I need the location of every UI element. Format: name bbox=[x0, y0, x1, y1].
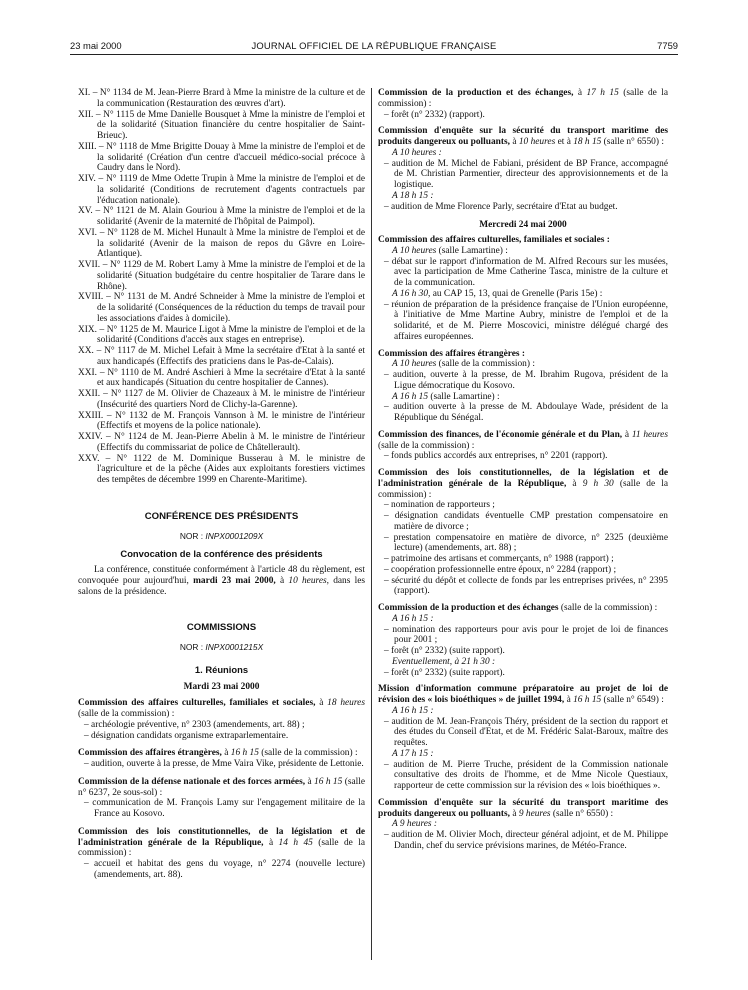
commission-connector: à bbox=[564, 695, 574, 705]
commission-block bbox=[78, 698, 365, 741]
question-entry bbox=[78, 228, 365, 260]
commission-time: 14 h 45 bbox=[278, 837, 313, 848]
agenda-item: – forêt (n° 2332) (suite rapport). bbox=[384, 646, 505, 656]
left-column bbox=[78, 88, 365, 966]
commission-title bbox=[378, 126, 668, 148]
agenda-item: – communication de M. François Lamy sur l'engagement militaire de la France au Kosovo. bbox=[84, 798, 365, 819]
agenda-item: – audition, ouverte à la presse, de M. Ibrahim Rugova, président de la Ligue démocratique du Kosovo. bbox=[384, 370, 668, 391]
right-column bbox=[378, 88, 668, 966]
commission-title bbox=[378, 603, 668, 614]
question-entry bbox=[78, 292, 365, 324]
commission-time: 9 heures bbox=[518, 808, 551, 819]
commission-location: (salle de la commission) : bbox=[378, 478, 668, 500]
question-number: XII. – bbox=[78, 109, 104, 120]
agenda-item: – forêt (n° 2332) (rapport). bbox=[384, 109, 485, 120]
commissions-heading: COMMISSIONS bbox=[186, 622, 257, 634]
page-header bbox=[70, 40, 678, 56]
question-text: N° 1122 de M. Dominique Busserau à M. le ministre de l'agriculture et de la pêche (Aides aux exploitants forestiers victimes des tempêtes de décembre 1999 en Charente-Maritime). bbox=[97, 453, 365, 485]
commission-name: Commission de la défense nationale et des forces armées, bbox=[78, 776, 306, 787]
question-entry bbox=[78, 454, 365, 486]
question-text: N° 1131 de M. André Schneider à Mme la ministre de l'emploi et de la solidarité (Conséquences de la réduction du temps de travail pour les associations d'aides à domicile). bbox=[97, 292, 365, 324]
commission-connector: à bbox=[566, 478, 583, 489]
time-slot-label: A 16 h 15 : bbox=[392, 613, 434, 624]
agenda-item: – fonds publics accordés aux entreprises, n° 2201 (rapport). bbox=[384, 451, 608, 462]
question-text: N° 1118 de Mme Brigitte Douay à Mme la ministre de l'emploi et de la solidarité (Création d'un centre d'accueil médico-social précoce à Caudry dans le Nord). bbox=[97, 141, 365, 174]
commission-location: (salle de la commission) : bbox=[261, 748, 358, 759]
commission-name: Commission des lois constitutionnelles, de la législation et de l'administration générale de la République, bbox=[378, 468, 668, 489]
agenda-item: – prestation compensatoire en matière de divorce, n° 2325 (deuxième lecture) (amendements, art. 88) ; bbox=[384, 532, 668, 554]
time-slot bbox=[378, 614, 668, 625]
commission-time: 11 heures bbox=[631, 429, 668, 440]
question-text: N° 1110 de M. André Aschieri à Mme la secrétaire d'Etat à la santé et aux handicapés (Situation du centre hospitalier de Cannes). bbox=[97, 367, 365, 389]
question-entry bbox=[78, 389, 365, 411]
question-entry bbox=[78, 88, 365, 110]
conference-nor bbox=[78, 531, 365, 542]
commission-name: Commission des affaires étrangères, bbox=[78, 748, 222, 759]
commission-location-2: (salle n° 6550) : bbox=[603, 137, 664, 147]
commission-block bbox=[78, 748, 365, 770]
commission-name: Commission de la production et des échanges bbox=[378, 603, 559, 613]
tuesday-commissions-continued bbox=[378, 88, 668, 212]
commission-title bbox=[378, 235, 668, 246]
commission-block bbox=[378, 88, 668, 120]
commission-location: (salle n° 6550) : bbox=[552, 808, 614, 819]
time-slot bbox=[378, 191, 668, 202]
question-number: XVII. – bbox=[78, 260, 110, 270]
agenda-item: – forêt (n° 2332) (suite rapport). bbox=[384, 667, 505, 678]
time-slot bbox=[378, 749, 668, 760]
commission-name: Commission des affaires culturelles, familiales et sociales, bbox=[78, 698, 316, 709]
agenda-item: – audition de Mme Florence Parly, secrétaire d'Etat au budget. bbox=[384, 201, 618, 212]
conference-text-1: La conférence, constituée conformément à l'article 48 du règlement, est convoquée pour aujourd'hui, bbox=[78, 565, 365, 586]
commission-location: (salle de la commission) : bbox=[78, 837, 365, 859]
agenda-item: – nomination des rapporteurs pour avis pour le projet de loi de finances pour 2001 ; bbox=[384, 624, 668, 646]
commission-name: Mission d'information commune préparatoire au projet de loi de révision des « lois bioéthiques » de juillet 1994, bbox=[378, 684, 668, 705]
commission-block bbox=[378, 430, 668, 462]
question-number: XIX. – bbox=[78, 324, 107, 335]
agenda-item: – audition, ouverte à la presse, de Mme Vaira Vike, présidente de Lettonie. bbox=[84, 759, 364, 769]
commissions-nor-code: INPX0001215X bbox=[205, 642, 264, 652]
commission-time: 9 h 30 bbox=[582, 478, 614, 489]
commission-connector: à bbox=[510, 137, 519, 147]
question-text: N° 1134 de M. Jean-Pierre Brard à Mme la ministre de la culture et de la communication (Restauration des œuvres d'art). bbox=[97, 88, 365, 109]
question-entry bbox=[78, 110, 365, 142]
commission-block bbox=[378, 126, 668, 212]
question-text: N° 1119 de Mme Odette Trupin à Mme la ministre de l'emploi et de la solidarité (Conditions de recrutement d'agents contractuels par l'éducation nationale). bbox=[97, 174, 365, 206]
wednesday-commissions bbox=[378, 235, 668, 852]
question-number: XXI. – bbox=[78, 367, 108, 378]
conference-nor-label: NOR : bbox=[179, 530, 204, 541]
commission-block bbox=[378, 468, 668, 597]
question-number: XXII. – bbox=[78, 389, 111, 399]
commission-time: 16 h 15 bbox=[573, 695, 602, 705]
day-heading-wednesday: Mercredi 24 mai 2000 bbox=[479, 220, 567, 231]
time-slot-label: A 16 h 15 bbox=[392, 391, 429, 402]
commission-location: et à bbox=[557, 137, 571, 147]
commissions-nor bbox=[78, 642, 365, 653]
question-text: N° 1128 de M. Michel Hunault à Mme la ministre de l'emploi et de la solidarité (Avenir de la maison de repos du Gâvre en Loire-Atlantique). bbox=[97, 227, 365, 260]
time-slot bbox=[378, 359, 668, 370]
column-divider bbox=[371, 88, 372, 960]
commission-location: (salle de la commission) : bbox=[78, 709, 175, 719]
commission-time: 16 h 15 bbox=[230, 748, 259, 759]
commission-location: (salle n° 6549) : bbox=[603, 695, 664, 705]
time-slot-label: A 16 h 15 : bbox=[392, 705, 434, 716]
time-slot bbox=[378, 657, 668, 668]
time-slot-label: A 10 heures bbox=[392, 245, 437, 256]
agenda-item: – sécurité du dépôt et collecte de fonds par les entreprises privées, n° 2395 (rapport). bbox=[384, 575, 668, 597]
question-text: N° 1124 de M. Jean-Pierre Abelin à M. le ministre de l'intérieur (Effectifs du commissariat de police de Châtellerault). bbox=[97, 432, 365, 453]
header-title: JOURNAL OFFICIEL DE LA RÉPUBLIQUE FRANÇAISE bbox=[251, 40, 497, 51]
commission-block bbox=[378, 235, 668, 343]
agenda-item: – désignation candidats éventuelle CMP prestation compensatoire en matière de divorce ; bbox=[384, 511, 668, 532]
question-number: XIV. – bbox=[78, 174, 106, 184]
conference-text-3: dans les salons de la présidence. bbox=[78, 575, 365, 597]
commission-location: (salle de la commission) : bbox=[378, 440, 475, 451]
commission-name: Commission d'enquête sur la sécurité du transport maritime des produits dangereux ou polluants, bbox=[378, 797, 668, 819]
tuesday-commissions bbox=[78, 698, 365, 880]
conference-text-date: mardi 23 mai 2000, bbox=[193, 575, 276, 586]
question-number: XXIV. – bbox=[78, 432, 115, 442]
commission-title bbox=[78, 748, 365, 759]
commission-connector: à bbox=[315, 698, 328, 709]
question-text: N° 1125 de M. Maurice Ligot à Mme la ministre de l'emploi et de la solidarité (Conditions d'accès aux stages en entreprise). bbox=[97, 324, 365, 346]
agenda-item: – désignation candidats organisme extraparlementaire. bbox=[84, 730, 289, 741]
commission-name: Commission des finances, de l'économie générale et du Plan, bbox=[378, 429, 623, 440]
agenda-item: – nomination de rapporteurs ; bbox=[384, 500, 495, 511]
question-entry bbox=[78, 432, 365, 454]
commission-connector: à bbox=[305, 776, 315, 787]
commission-block bbox=[378, 684, 668, 792]
commission-connector: à bbox=[263, 837, 279, 848]
header-page-number: 7759 bbox=[657, 40, 678, 51]
conference-text bbox=[78, 565, 365, 597]
agenda-item: – archéologie préventive, n° 2303 (amendements, art. 88) ; bbox=[84, 719, 305, 730]
commission-name: Commission des affaires étrangères : bbox=[378, 348, 526, 359]
commission-title bbox=[378, 349, 668, 360]
time-slot-label: A 18 h 15 : bbox=[392, 190, 434, 201]
agenda-item: – coopération professionnelle entre époux, n° 2284 (rapport) ; bbox=[384, 564, 617, 575]
commission-connector: à bbox=[510, 808, 519, 819]
question-number: XIII. – bbox=[78, 141, 107, 152]
commission-block bbox=[78, 777, 365, 820]
commission-block bbox=[378, 798, 668, 852]
time-slot bbox=[378, 148, 668, 159]
commission-block bbox=[378, 603, 668, 678]
time-slot bbox=[378, 246, 668, 257]
commission-title bbox=[378, 684, 668, 706]
agenda-item: – audition de M. Michel de Fabiani, président de BP France, accompagné de M. Christian Parmentier, directeur des approvisionnements et de la logistique. bbox=[384, 158, 668, 190]
commission-connector: à bbox=[221, 748, 231, 759]
commission-title bbox=[378, 468, 668, 500]
time-slot-label: Eventuellement, à 21 h 30 : bbox=[392, 656, 496, 667]
header-rule bbox=[70, 54, 678, 55]
time-slot-label: A 10 heures bbox=[392, 359, 437, 370]
day-heading-tuesday: Mardi 23 mai 2000 bbox=[183, 681, 260, 692]
commission-block bbox=[378, 349, 668, 424]
question-number: XX. – bbox=[78, 346, 105, 356]
commission-title bbox=[78, 777, 365, 799]
question-entry bbox=[78, 260, 365, 292]
conference-text-2: à bbox=[280, 575, 285, 586]
commission-title bbox=[378, 798, 668, 820]
conference-nor-code: INPX0001209X bbox=[205, 530, 264, 541]
time-slot-location: (salle de la commission) : bbox=[436, 359, 535, 370]
agenda-item: – audition ouverte à la presse de M. Abdoulaye Wade, président de la République du Sénégal. bbox=[384, 402, 668, 423]
commission-time: 17 h 15 bbox=[586, 88, 619, 98]
commission-name: Commission de la production et des échanges, bbox=[378, 88, 574, 98]
time-slot-label: A 10 heures : bbox=[392, 147, 442, 158]
commission-location: (salle de la commission) : bbox=[378, 88, 668, 109]
commission-time-2: 18 h 15 bbox=[573, 137, 602, 147]
time-slot-location: (salle Lamartine) : bbox=[436, 245, 508, 256]
header-date: 23 mai 2000 bbox=[70, 40, 122, 51]
question-entry bbox=[78, 411, 365, 433]
agenda-item: – audition de M. Pierre Truche, président de la Commission nationale consultative des droits de l'homme, et de Mme Nicole Questiaux, rapporteur de cette commission sur la révision des « lois bioéthiques ». bbox=[384, 759, 668, 791]
question-text: N° 1132 de M. François Vannson à M. le ministre de l'intérieur (Effectifs et moyens de la police nationale). bbox=[97, 410, 365, 432]
question-text: N° 1121 de M. Alain Gouriou à Mme la ministre de l'emploi et de la solidarité (Avenir de la maternité de l'hôpital de Paimpol). bbox=[97, 206, 365, 227]
time-slot-label: A 17 h 15 : bbox=[392, 748, 434, 759]
conference-subheading: Convocation de la conférence des présidents bbox=[120, 548, 323, 560]
commissions-nor-label: NOR : bbox=[179, 642, 204, 652]
commission-time: 18 heures bbox=[327, 698, 365, 709]
agenda-item: – accueil et habitat des gens du voyage, n° 2274 (nouvelle lecture) (amendements, art. 88). bbox=[84, 859, 365, 880]
agenda-item: – débat sur le rapport d'information de M. Alfred Recours sur les musées, avec la participation de Mme Catherine Tasca, ministre de la culture et de la communication. bbox=[384, 256, 668, 288]
commission-location: (salle n° 6237, 2e sous-sol) : bbox=[78, 776, 365, 798]
question-text: N° 1127 de M. Olivier de Chazeaux à M. le ministre de l'intérieur (Insécurité des quartiers Nord de Clichy-la-Garenne). bbox=[97, 389, 365, 410]
time-slot bbox=[378, 819, 668, 830]
question-entry bbox=[78, 142, 365, 174]
time-slot bbox=[378, 706, 668, 717]
commission-connector: à bbox=[573, 88, 587, 98]
time-slot-label: A 16 h 30, bbox=[392, 288, 431, 299]
commission-title bbox=[78, 827, 365, 859]
question-number: XI. – bbox=[78, 88, 100, 98]
commission-time: 16 h 15 bbox=[314, 776, 343, 787]
questions-list bbox=[78, 88, 365, 486]
agenda-item: – réunion de préparation de la présidence française de l'Union européenne, à l'initiative de Mme Martine Aubry, ministre de l'emploi et de la solidarité, et de M. Pierre Moscovici, ministre délégué chargé des affaires européennes. bbox=[384, 299, 668, 342]
time-slot bbox=[378, 289, 668, 300]
question-entry bbox=[78, 368, 365, 390]
agenda-item: – patrimoine des artisans et commerçants, n° 1988 (rapport) ; bbox=[384, 554, 614, 564]
commission-title bbox=[78, 698, 365, 720]
question-number: XXIII. – bbox=[78, 410, 116, 421]
conference-text-time: 10 heures, bbox=[288, 575, 329, 586]
time-slot-label: A 9 heures : bbox=[392, 819, 438, 830]
conference-heading: CONFÉRENCE DES PRÉSIDENTS bbox=[144, 510, 299, 522]
commission-connector: à bbox=[622, 429, 632, 440]
question-entry bbox=[78, 206, 365, 228]
question-number: XXV. – bbox=[78, 453, 117, 464]
question-entry bbox=[78, 325, 365, 347]
question-number: XVI. – bbox=[78, 227, 108, 238]
commission-name: Commission des lois constitutionnelles, de la législation et de l'administration générale de la République, bbox=[78, 826, 365, 848]
agenda-item: – audition de M. Olivier Moch, directeur général adjoint, et de M. Philippe Dandin, chef du service prévisions marines, de Météo-France. bbox=[384, 830, 668, 851]
commission-name: Commission des affaires culturelles, familiales et sociales : bbox=[378, 235, 610, 245]
commission-title bbox=[378, 88, 668, 110]
commission-name: Commission d'enquête sur la sécurité du transport maritime des produits dangereux ou polluants, bbox=[378, 126, 668, 147]
commission-time: 10 heures bbox=[518, 137, 556, 147]
time-slot-location: (salle Lamartine) : bbox=[428, 391, 500, 402]
time-slot bbox=[378, 392, 668, 403]
question-entry bbox=[78, 346, 365, 368]
question-text: N° 1117 de M. Michel Lefait à Mme la secrétaire d'Etat à la santé et aux handicapés (Effectifs des praticiens dans le Pas-de-Calais). bbox=[97, 346, 365, 367]
question-entry bbox=[78, 174, 365, 206]
commissions-subheading: 1. Réunions bbox=[194, 663, 249, 675]
question-text: N° 1129 de M. Robert Lamy à Mme la ministre de l'emploi et de la solidarité (Situation budgétaire du centre hospitalier de Tarare dans le Rhône). bbox=[97, 260, 365, 292]
time-slot-location: au CAP 15, 13, quai de Grenelle (Paris 15e) : bbox=[430, 288, 603, 299]
question-number: XV. – bbox=[78, 206, 103, 217]
question-text: N° 1115 de Mme Danielle Bousquet à Mme la ministre de l'emploi et de la solidarité (Situation financière du centre hospitalier de Saint-Brieuc). bbox=[97, 109, 365, 141]
agenda-item: – audition de M. Jean-François Théry, président de la section du rapport et des études du Conseil d'Etat, et de M. Frédéric Salat-Baroux, maître des requêtes. bbox=[384, 716, 668, 748]
commission-block bbox=[78, 827, 365, 881]
commission-location: (salle de la commission) : bbox=[560, 603, 658, 613]
question-number: XVIII. – bbox=[78, 292, 114, 303]
commission-title bbox=[378, 430, 668, 452]
